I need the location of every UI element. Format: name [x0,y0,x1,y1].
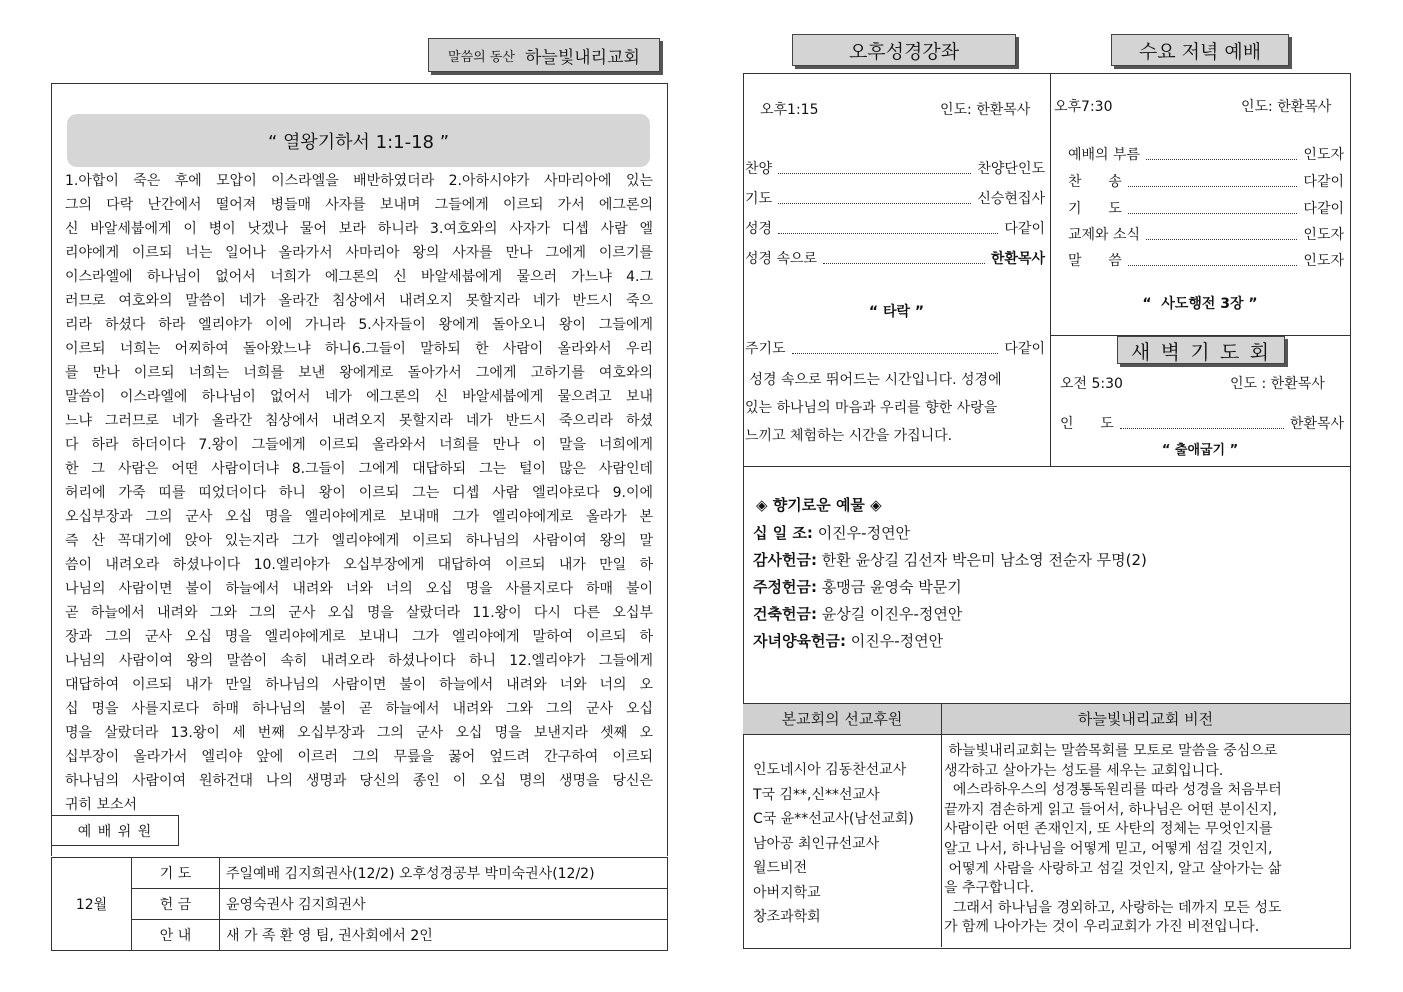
vision-line: 끝까지 겸손하게 읽고 들어서, 하나님은 어떤 분이신지, [944,801,1278,818]
vision-line: 하늘빛내리교회는 말씀목회를 모토로 말씀을 중심으로 [944,743,1278,759]
wednesday-item [1068,171,1344,191]
offerings-title: ◈ 향기로운 예물 ◈ [756,496,882,514]
scripture-line: 오십부장과 그의 군사 오십 명을 엘리야에게로 보내매 그가 엘리야에게로 올라가 본 [65,509,653,525]
desc-line: 있는 하나님의 마음과 우리를 향한 사랑을 [745,400,998,416]
vision-line: 그래서 하나님을 경외하고, 사랑하는 데까지 모든 성도 [944,899,1282,916]
duty-role: 안 내 [132,920,220,951]
offering-label: 자녀양육헌금: [753,632,846,650]
scripture-line: 십 명을 사를지로다 하매 하나님의 불이 곧 하늘에서 내려와 그와 그의 군사 오십 [65,701,653,717]
scripture-line: 그의 다락 난간에서 떨어져 병들매 사자를 보내며 그들에게 이르되 가서 에그론의 [65,197,653,213]
afternoon-closing [745,338,1045,358]
scripture-line: 리라 하셨다 하라 엘리야가 이에 가니라 5.사자들이 왕에게 돌아오니 왕이 그들에게 [65,317,653,333]
scripture-line: 나님의 사람이면 불이 하늘에서 내려와 너와 너의 오십 명을 사를지로다 하매 불이 [65,581,653,597]
afternoon-topic: “ 타락 ” [868,304,925,320]
scripture-title-bar [67,114,650,167]
header-church: 하늘빛내리교회 [524,47,640,68]
wednesday-tag: 수요 저녁 예배 [1111,34,1289,66]
scripture-line: 하나님의 사람이여 원하건대 나의 생명과 당신의 종인 이 오십 명의 생명을 당신은 [65,773,653,789]
vision-line: 에스라하우스의 성경통독원리를 따라 성경을 처음부터 [944,782,1282,799]
vision-line: 알고 나서, 하나님을 어떻게 믿고, 어떻게 섬길 것인지, [944,840,1273,857]
item-label: 예배의 부름 [1068,147,1141,163]
item-label: 주기도 [745,341,786,357]
offering-label: 건축헌금: [753,605,817,623]
bottom-divider [941,703,942,947]
offering-row [753,522,910,543]
scripture-line: 이르되 너희는 어찌하여 돌아왔느냐 하니6.그들이 말하되 한 사람이 올라와서 우리 [65,341,653,357]
mission-item: 아버지학교 [753,884,821,901]
item-label: 찬 송 [1068,174,1122,190]
afternoon-item [745,188,1045,208]
afternoon-item [745,218,1045,238]
scripture-line: 신 바알세붑에게 이 병이 낫겠나 물어 보라 하니라 3.여호와의 사자가 디셉 사람 엘 [65,221,653,237]
offering-row [753,549,1147,570]
scripture-line: 즉 산 꼭대기에 앉아 있는지라 그가 엘리야에게 이르되 하나님의 사람이여 왕의 말 [65,533,653,549]
item-label: 찬양 [745,161,773,177]
item-label: 교제와 소식 [1068,227,1141,243]
wednesday-leader: 인도: 한환목사 [1241,99,1332,115]
item-value: 다같이 [1004,341,1045,357]
duty-names: 주일예배 김지희권사(12/2) 오후성경공부 박미숙권사(12/2) [220,858,668,889]
dawn-leader: 인도 : 한환목사 [1230,376,1325,392]
dawn-tag: 새 벽 기 도 회 [1117,336,1285,364]
scripture-line: 리야에게 이르되 너는 일어나 올라가서 사마리아 왕의 사자를 만나 그에게 이르기를 [65,245,653,261]
vision-text [944,742,1348,938]
offering-row [753,576,962,597]
duty-role: 기 도 [132,858,220,889]
desc-line: 느끼고 체험하는 시간을 가집니다. [745,428,953,444]
wednesday-topic: “ 사도행전 3장 ” [1142,296,1258,312]
mission-item: C국 윤**선교사(남선교회) [753,811,914,827]
scripture-line: 느냐 그러므로 네가 올라간 침상에서 내려오지 못할지라 네가 반드시 죽으리라 하셨 [65,413,653,429]
dawn-topic: “ 출애굽기 ” [1161,443,1239,458]
wednesday-time: 오후7:30 [1054,99,1113,115]
item-value: 인도자 [1303,227,1344,243]
scripture-title: “ 열왕기하서 1:1-18 ” [267,131,450,153]
scripture-text [65,169,653,817]
scripture-line: 한 그 사람은 어떤 사람이더냐 8.그들이 그에게 대답하되 그는 털이 많은 사람인데 [65,461,653,477]
item-value: 신승현집사 [977,191,1045,207]
scripture-line: 다 하라 하더이다 7.왕이 그들에게 이르되 올라와서 너희를 만나 이 말을 너희에게 [65,437,653,453]
item-label: 기도 [745,191,773,207]
scripture-line: 명을 살랐더라 13.왕이 세 번째 오십부장과 그의 군사 오십 명을 보낸지라 셋째 오 [65,725,653,741]
scripture-line: 허리에 가죽 띠를 띠었더이다 하니 왕이 이르되 그는 디셉 사람 엘리야로다 9.이에 [65,485,653,501]
item-value: 한환목사 [990,251,1045,267]
vertical-divider [1050,73,1051,466]
offering-value: 윤상길 이진우-정연안 [816,605,963,623]
scripture-line: 나님의 사람이여 왕의 말씀이 속히 내려오라 하셨나이다 하니 12.엘리야가 그들에게 [65,653,653,669]
scripture-line: 곧 하늘에서 내려와 그와 그의 군사 오십 명을 살랐더라 11.왕이 다시 다른 오십부 [65,605,653,621]
vision-line: 어떻게 사람을 사랑하고 섬길 것인지, 알고 살아가는 삶 [944,860,1282,877]
item-label: 말 씀 [1068,253,1122,269]
wednesday-item [1068,144,1344,164]
duty-names: 윤영숙권사 김지희권사 [220,889,668,920]
mission-item: 창조과학회 [753,909,821,925]
item-value: 인도자 [1303,253,1344,269]
vision-line: 을 추구합니다. [944,880,1035,897]
scripture-line: 이스라엘에 하나님이 없어서 너희가 에그론의 신 바알세붑에게 물으러 가느냐 4.그 [65,269,653,285]
scripture-line: 씀이 내려오라 하셨나이다 10.엘리야가 오십부장에게 대답하여 이르되 내가 만일 하 [65,557,653,573]
afternoon-time: 오후1:15 [760,102,819,118]
item-label: 성경 [745,221,773,237]
scripture-line: 장과 그의 군사 오십 명을 엘리야에게로 보내니 그가 엘리야에게 말하여 이르되 하 [65,629,653,645]
afternoon-item [745,158,1045,178]
item-value: 다같이 [1004,221,1045,237]
offering-value: 이진우-정연안 [845,632,944,650]
wednesday-item [1068,224,1344,244]
duty-label: 예 배 위 원 [51,815,179,846]
item-value: 한환목사 [1289,416,1344,432]
mission-item: T국 김**,신**선교사 [753,786,880,803]
afternoon-desc [745,366,1049,450]
vision-line: 가 함께 나아가는 것이 우리교회가 가진 비전입니다. [944,919,1260,936]
offering-value: 이진우-정연안 [812,524,911,542]
offering-label: 감사헌금: [753,551,817,569]
scripture-line: 러므로 여호와의 말씀이 네가 올라간 침상에서 내려오지 못할지라 네가 반드시 죽으 [65,293,653,309]
item-value: 다같이 [1303,201,1344,217]
afternoon-leader: 인도: 한환목사 [940,102,1031,118]
offering-value: 홍맹금 윤영숙 박문기 [816,578,962,596]
offering-row [753,630,943,651]
vision-line: 사람이란 어떤 존재인지, 또 사탄의 정체는 무엇인지를 [944,821,1273,838]
mission-item: 남아공 최인규선교사 [753,835,880,852]
vision-line: 생각하고 살아가는 성도를 세우는 교회입니다. [944,762,1224,779]
scripture-line: 1.아합이 죽은 후에 모압이 이스라엘을 배반하였더라 2.아하시야가 사마리아에 있는 [65,173,653,189]
afternoon-tag: 오후성경강좌 [792,34,1016,66]
missions-list [753,758,938,930]
dawn-time: 오전 5:30 [1060,376,1123,392]
scripture-line: 귀히 보소서 [65,797,138,813]
item-value: 찬양단인도 [977,161,1045,177]
item-label: 기 도 [1068,201,1122,217]
desc-line: 성경 속으로 뛰어드는 시간입니다. 성경에 [745,372,1002,388]
offering-row [753,603,962,624]
offering-label: 주정헌금: [753,578,817,596]
mission-item: 월드비전 [753,860,808,876]
mission-item: 인도네시아 김동찬선교사 [753,762,907,778]
duty-frame [51,815,668,856]
offering-value: 한환 윤상길 김선자 박은미 남소영 전순자 무명(2) [816,551,1147,569]
scripture-line: 를 만나 이르되 너희는 너희를 보낸 왕에게로 돌아가서 그에게 고하기를 여호와의 [65,365,653,381]
offering-label: 십 일 조: [753,524,813,542]
duty-month: 12월 [52,858,132,951]
missions-header: 본교회의 선교후원 [781,709,903,728]
duty-table [51,857,668,951]
dawn-item [1060,413,1344,433]
scripture-line: 대답하여 이르되 내가 만일 하나님의 사람이면 불이 하늘에서 내려와 너와 너의 오 [65,677,653,693]
item-value: 인도자 [1303,147,1344,163]
header-motto: 말씀의 동산 [448,49,515,65]
wednesday-item [1068,198,1344,218]
duty-names: 새 가 족 환 영 팀, 권사회에서 2인 [220,920,668,951]
scripture-line: 말씀이 이스라엘에 하나님이 없어서 네가 에그론의 신 바알세붑에게 물으려고 보내 [65,389,653,405]
scripture-line: 십부장이 올라가서 엘리야 앞에 이르러 그의 무릎을 꿇어 엎드려 간구하여 이르되 [65,749,653,765]
header-tag [428,38,660,72]
duty-role: 헌 금 [132,889,220,920]
item-value: 다같이 [1303,174,1344,190]
item-label: 인 도 [1060,416,1114,432]
afternoon-item [745,248,1045,268]
horizontal-divider [743,466,1350,467]
item-label: 성경 속으로 [745,251,818,267]
vision-header: 하늘빛내리교회 비전 [1077,709,1214,728]
wednesday-item [1068,250,1344,270]
